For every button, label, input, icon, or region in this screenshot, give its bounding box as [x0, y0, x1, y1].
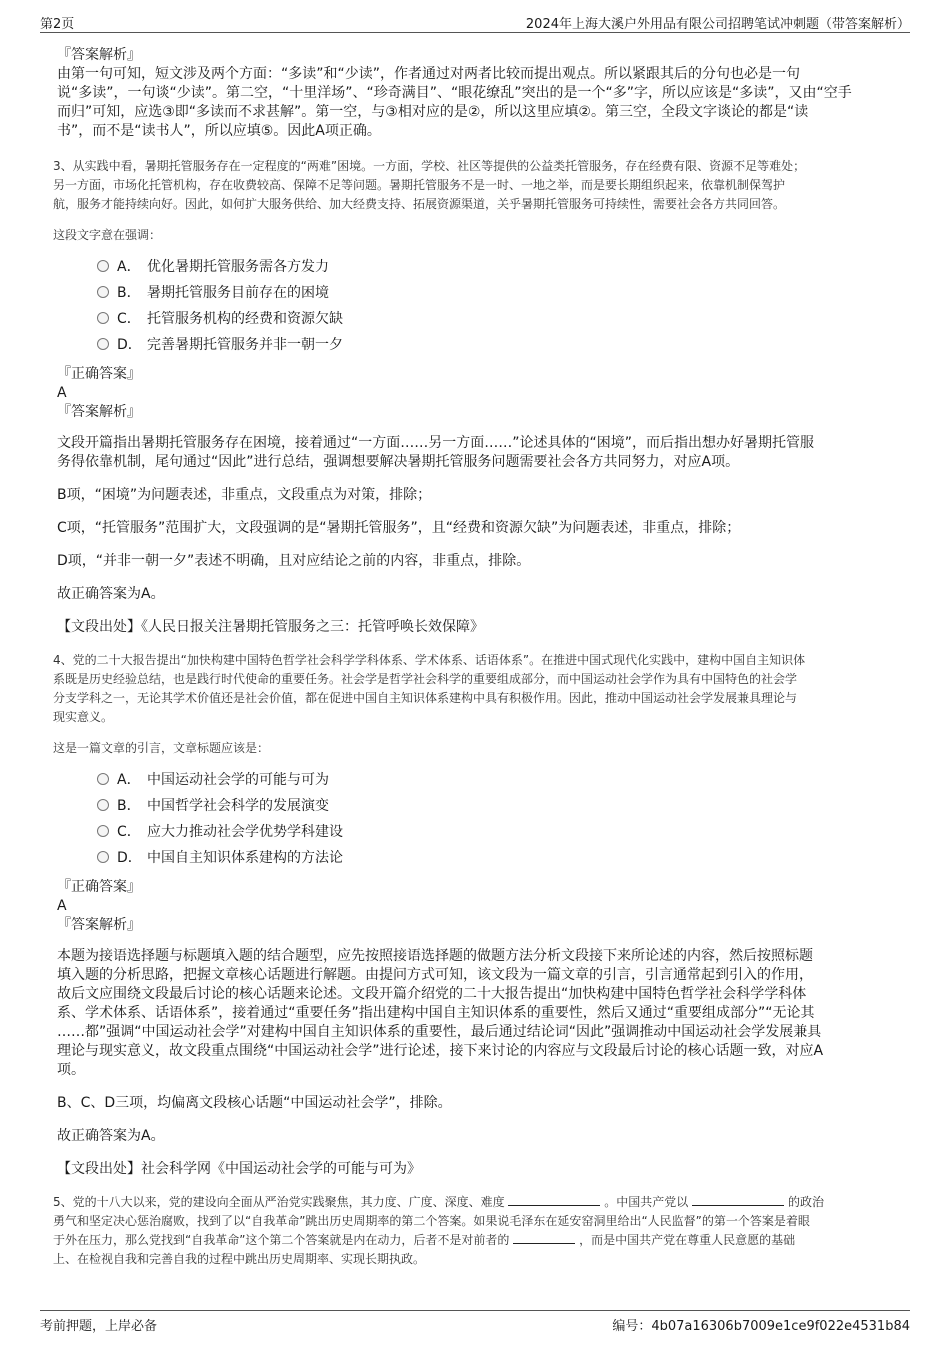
- q3-stem: [53, 157, 897, 245]
- q3-stem-line: 航，服务才能持续向好。因此，如何扩大服务供给、加大经费支持、拓展资源渠道，关乎暑期托管服务可持续性，需要社会各方共同回答。: [53, 197, 786, 211]
- q4-options: [57, 766, 897, 870]
- page-number: 第2页: [40, 17, 75, 32]
- q4-analysis-line: 填入题的分析思路，把握文章核心话题进行解题。由提问方式可知，该文段为一篇文章的引言，引言通常起到引入的作用，: [57, 967, 813, 983]
- q4-analysis-label: 『答案解析』: [57, 917, 141, 933]
- q2-analysis-label: 『答案解析』: [57, 47, 141, 63]
- q2-analysis-line: 书”，而不是“读书人”，所以应填⑤。因此A项正确。: [57, 123, 381, 139]
- page-header: [40, 8, 910, 33]
- q4-analysis-line: ……都”强调“中国运动社会学”对建构中国自主知识体系的重要性，最后通过结论词“因此”强调推动中国运动社会学发展兼具: [57, 1024, 822, 1040]
- q3-source: 【文段出处】《人民日报关注暑期托管服务之三：托管呼唤长效保障》: [57, 619, 484, 635]
- q3-analysis-line: 务得依靠机制，尾句通过“因此”进行总结，强调想要解决暑期托管服务问题需要社会各方共同努力，对应A项。: [57, 454, 740, 470]
- radio-icon[interactable]: [97, 286, 109, 298]
- q4-option-c[interactable]: C． 应大力推动社会学优势学科建设: [57, 818, 897, 844]
- q4-analysis-line: 系、学术体系、话语体系”，接着通过“重要任务”指出建构中国自主知识体系的重要性，然后又通过“重要组成部分”“无论其: [57, 1005, 815, 1021]
- q3-analysis-label: 『答案解析』: [57, 404, 141, 420]
- radio-icon[interactable]: [97, 825, 109, 837]
- radio-icon[interactable]: [97, 338, 109, 350]
- q3-stem-line: 3、从实践中看，暑期托管服务存在一定程度的“两难”困境。一方面，学校、社区等提供的公益类托管服务，存在经费有限、资源不足等难处；: [53, 159, 806, 173]
- radio-icon[interactable]: [97, 851, 109, 863]
- q4-stem-line: 4、党的二十大报告提出“加快构建中国特色哲学社会科学学科体系、学术体系、话语体系”。在推进中国式现代化实践中，建构中国自主知识体: [53, 653, 806, 667]
- q4-correct-answer: A: [57, 898, 67, 914]
- q4-analysis-line: 理论与现实意义，故文段重点围绕“中国运动社会学”进行论述，接下来讨论的内容应与文段最后讨论的核心话题一致，对应A: [57, 1043, 824, 1059]
- radio-icon[interactable]: [97, 799, 109, 811]
- q2-analysis-line: 说“多读”，一句谈“少读”。第二空，“十里洋场”、“珍奇满目”、“眼花缭乱”突出的是一个“多”字，所以应该是“多读”，又由“空手: [57, 85, 852, 101]
- q4-option-a[interactable]: A． 中国运动社会学的可能与可为: [57, 766, 897, 792]
- document-title: 2024年上海大溪户外用品有限公司招聘笔试冲刺题（带答案解析）: [525, 17, 910, 32]
- radio-icon[interactable]: [97, 260, 109, 272]
- document-id: 编号：4b07a16306b7009e1ce9f022e4531b84: [612, 1319, 910, 1334]
- q4-conclusion: 故正确答案为A。: [57, 1128, 165, 1144]
- q4-analysis-line: 本题为接语选择题与标题填入题的结合题型，应先按照接语选择题的做题方法分析文段接下来所论述的内容，然后按照标题: [57, 948, 813, 964]
- answer-blank[interactable]: [513, 1231, 575, 1244]
- q5-stem-line: 勇气和坚定决心惩治腐败，找到了以“自我革命”跳出历史周期率的第二个答案。如果说毛泽东在延安窑洞里给出“人民监督”的第一个答案是着眼: [53, 1214, 810, 1228]
- q4-stem: [53, 651, 897, 758]
- q4-stem-line: 现实意义。: [53, 710, 114, 724]
- q4-analysis-line: 项。: [57, 1062, 85, 1078]
- q4-option-d[interactable]: D． 中国自主知识体系建构的方法论: [57, 844, 897, 870]
- q4-analysis-bcd: B、C、D三项，均偏离文段核心话题“中国运动社会学”，排除。: [57, 1095, 452, 1111]
- q5-stem: [53, 1193, 897, 1269]
- q2-analysis-line: 而归”可知，应选③即“多读而不求甚解”。第一空，与③相对应的是②，所以这里应填②。第三空，全段文字谈论的都是“读: [57, 104, 809, 120]
- page-footer: [40, 1310, 910, 1335]
- q3-option-d[interactable]: D． 完善暑期托管服务并非一朝一夕: [57, 331, 897, 357]
- answer-blank[interactable]: [692, 1193, 784, 1206]
- q3-correct-label: 『正确答案』: [57, 366, 141, 382]
- q5-stem-line: 5、党的十八大以来，党的建设向全面从严治党实践聚焦，其力度、广度、深度、难度 。中国共产党以 的政治: [53, 1195, 824, 1209]
- q2-analysis-line: 由第一句可知，短文涉及两个方面：“多读”和“少读”，作者通过对两者比较而提出观点。所以紧跟其后的分句也必是一句: [57, 66, 801, 82]
- q3-options: [57, 253, 897, 357]
- q3-analysis-b: B项，“困境”为问题表述，非重点，文段重点为对策，排除；: [57, 487, 432, 503]
- q3-analysis-d: D项，“并非一朝一夕”表述不明确，且对应结论之前的内容，非重点，排除。: [57, 553, 531, 569]
- q5-stem-line: 于外在压力，那么党找到“自我革命”这个第二个答案就是内在动力，后者不是对前者的 ，而是中国共产党在尊重人民意愿的基础: [53, 1233, 796, 1247]
- q3-prompt: 这段文字意在强调：: [53, 228, 162, 242]
- q4-source: 【文段出处】社会科学网《中国运动社会学的可能与可为》: [57, 1161, 421, 1177]
- q3-option-b[interactable]: B． 暑期托管服务目前存在的困境: [57, 279, 897, 305]
- q4-stem-line: 系既是历史经验总结，也是践行时代使命的重要任务。社会学是哲学社会科学的重要组成部分，而中国运动社会学作为具有中国特色的社会学: [53, 672, 798, 686]
- q3-analysis-c: C项，“托管服务”范围扩大，文段强调的是“暑期托管服务”，且“经费和资源欠缺”为问题表述，非重点，排除；: [57, 520, 741, 536]
- footer-slogan: 考前押题，上岸必备: [40, 1319, 158, 1334]
- radio-icon[interactable]: [97, 773, 109, 785]
- answer-blank[interactable]: [508, 1193, 600, 1206]
- q3-stem-line: 另一方面，市场化托管机构，存在收费较高、保障不足等问题。暑期托管服务不是一时、一地之举，而是要长期组织起来，依靠机制保驾护: [53, 178, 786, 192]
- radio-icon[interactable]: [97, 312, 109, 324]
- q4-option-b[interactable]: B． 中国哲学社会科学的发展演变: [57, 792, 897, 818]
- q3-conclusion: 故正确答案为A。: [57, 586, 165, 602]
- q4-prompt: 这是一篇文章的引言，文章标题应该是：: [53, 741, 270, 755]
- q3-analysis-line: 文段开篇指出暑期托管服务存在困境，接着通过“一方面……另一方面……”论述具体的“困境”，而后指出想办好暑期托管服: [57, 435, 815, 451]
- q4-correct-label: 『正确答案』: [57, 879, 141, 895]
- q3-option-a[interactable]: A． 优化暑期托管服务需各方发力: [57, 253, 897, 279]
- page-content: [53, 46, 897, 1269]
- q3-option-c[interactable]: C． 托管服务机构的经费和资源欠缺: [57, 305, 897, 331]
- q4-stem-line: 分支学科之一，无论其学术价值还是社会价值，都在促进中国自主知识体系建构中具有积极作用。因此，推动中国运动社会学发展兼具理论与: [53, 691, 798, 705]
- q5-stem-line: 上、在检视自我和完善自我的过程中跳出历史周期率、实现长期执政。: [53, 1252, 426, 1266]
- q4-analysis-line: 故后文应围绕文段最后讨论的核心话题来论述。文段开篇介绍党的二十大报告提出“加快构建中国特色哲学社会科学学科体: [57, 986, 807, 1002]
- q3-correct-answer: A: [57, 385, 67, 401]
